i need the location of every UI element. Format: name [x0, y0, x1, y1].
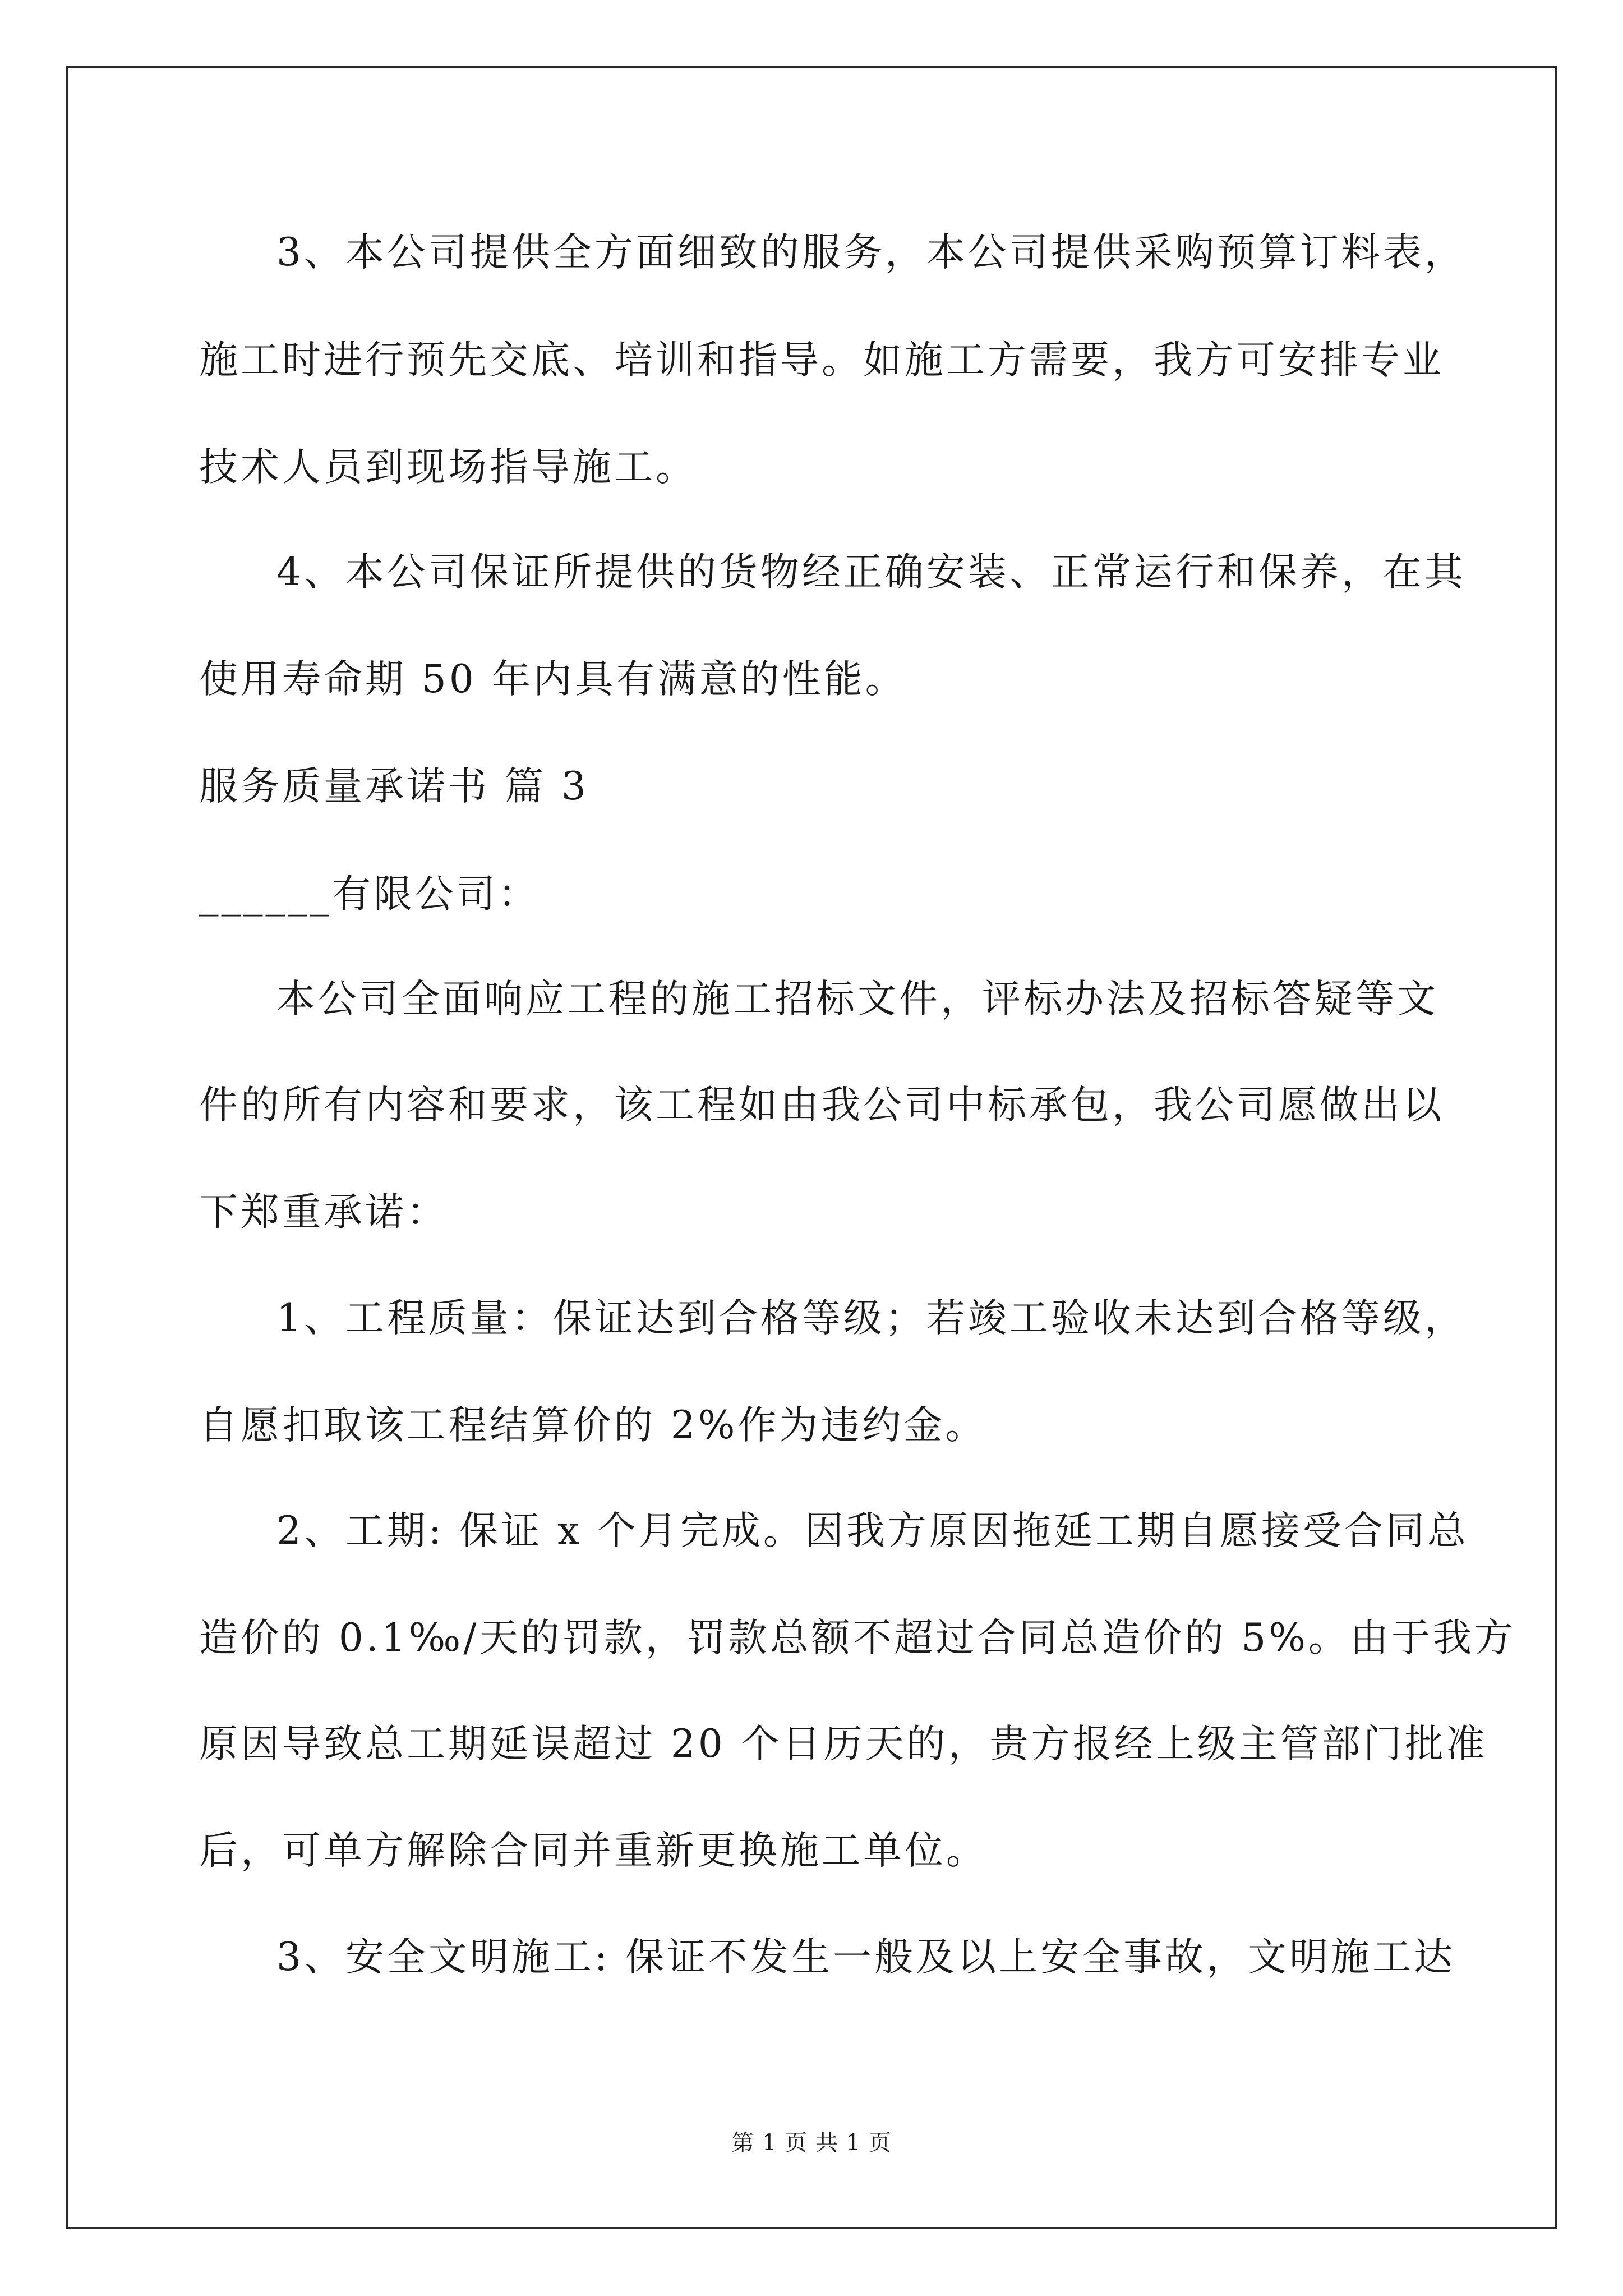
paragraph-line: 下郑重承诺：: [199, 1190, 448, 1235]
paragraph-line: 自愿扣取该工程结算价的 2%作为违约金。: [199, 1403, 987, 1448]
paragraph-line: 造价的 0.1‰/天的罚款，罚款总额不超过合同总造价的 5%。由于我方: [199, 1616, 1516, 1660]
section-heading: 服务质量承诺书 篇 3: [199, 764, 589, 809]
paragraph-line: 4、本公司保证所提供的货物经正确安装、正常运行和保养，在其: [276, 550, 1466, 595]
paragraph-line: 施工时进行预先交底、培训和指导。如施工方需要，我方可安排专业: [199, 338, 1444, 383]
addressee-line: ______有限公司：: [199, 872, 540, 917]
paragraph-line: 3、安全文明施工: 保证不发生一般及以上安全事故，文明施工达: [276, 1935, 1456, 1980]
page-border: [66, 66, 1557, 2229]
paragraph-line: 1、工程质量：保证达到合格等级；若竣工验收未达到合格等级，: [276, 1296, 1466, 1341]
paragraph-line: 件的所有内容和要求，该工程如由我公司中标承包，我公司愿做出以: [199, 1083, 1444, 1128]
paragraph-line: 原因导致总工期延误超过 20 个日历天的，贵方报经上级主管部门批准: [199, 1722, 1488, 1766]
page-number: 第 1 页 共 1 页: [731, 2130, 892, 2156]
paragraph-line: 技术人员到现场指导施工。: [199, 445, 697, 490]
paragraph-line: 本公司全面响应工程的施工招标文件，评标办法及招标答疑等文: [276, 977, 1438, 1022]
paragraph-line: 3、本公司提供全方面细致的服务，本公司提供采购预算订料表，: [276, 230, 1466, 275]
paragraph-line: 后，可单方解除合同并重新更换施工单位。: [199, 1828, 988, 1873]
paragraph-line: 使用寿命期 50 年内具有满意的性能。: [199, 657, 907, 702]
paragraph-line: 2、工期: 保证 x 个月完成。因我方原因拖延工期自愿接受合同总: [276, 1508, 1469, 1553]
